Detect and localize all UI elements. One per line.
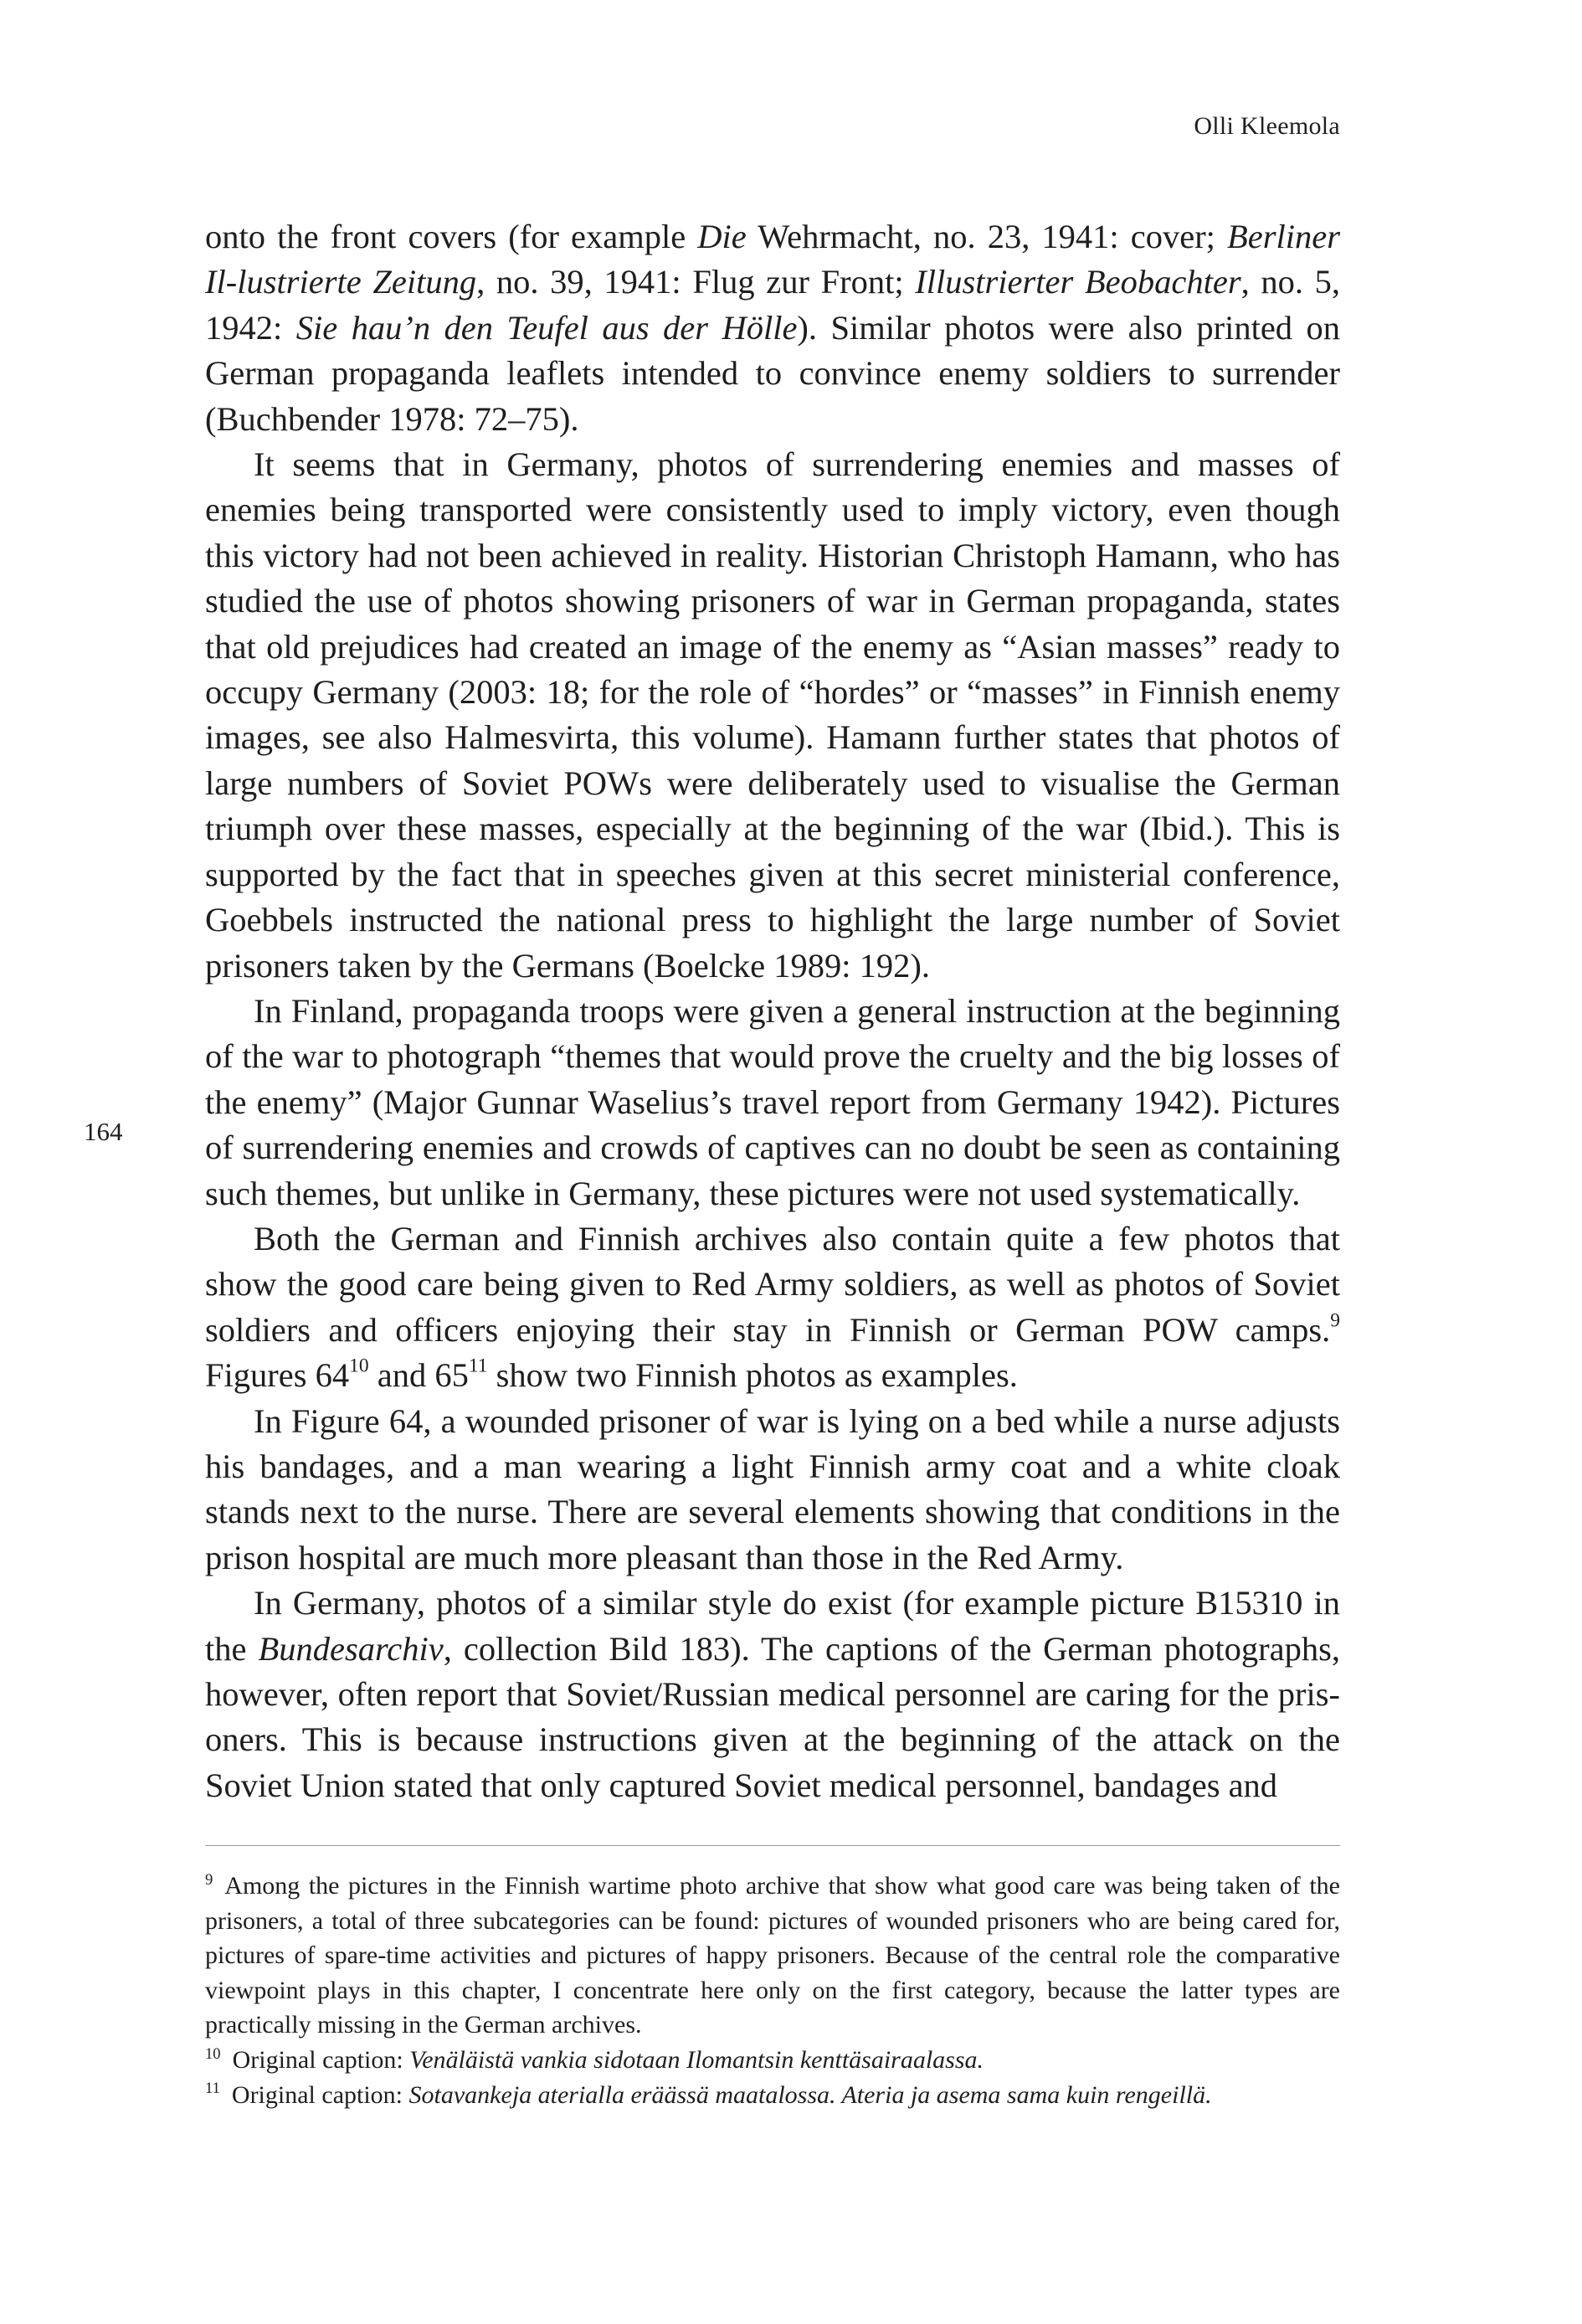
paragraph-5: In Figure 64, a wounded prisoner of war is lying on a bed while a nurse adjusts his bandages, and a man wearing a light Finnish army coat and a white cloak stands next to the nurse. There are several elements showing that conditions in the prison hospital are much more pleasant than those in the Red Army.: [205, 1401, 1340, 1576]
footnote-11: [205, 2078, 1340, 2113]
p6-text-a: In Germany, photos of a similar style do exist (for example picture B15310 in the: [205, 1584, 1340, 1668]
paragraph-1: [205, 214, 1340, 442]
p1-text-a: onto the front covers (for example: [205, 218, 698, 255]
footnote-10-number: 10: [205, 2044, 221, 2063]
p6-italic-bundesarchiv: Bundesarchiv: [258, 1629, 444, 1668]
running-head-author: Olli Kleemola: [1194, 112, 1340, 140]
p4-text-d: show two Finnish photos as examples.: [487, 1356, 1018, 1395]
p1-italic-die: Die: [697, 218, 747, 255]
footnote-divider: [205, 1845, 1340, 1846]
footnote-11-prefix: Original caption:: [231, 2080, 409, 2109]
p1-text-c: Wehrmacht, no. 23, 1941: cover;: [746, 218, 1228, 255]
paragraph-3: In Finland, propaganda troops were given a general instruction at the beginning of the war to photograph “themes that would prove the cruelty and the big losses of the enemy” (Major Gunnar Waselius’s travel report from Germany 1942). Pictures of surrendering enemies and crowds of captives can no doubt be seen as containing such themes, but unlike in Germany, these pictures were not used systematically.: [205, 991, 1340, 1212]
footnote-10-caption: Venäläistä vankia sidotaan Ilomantsin kenttäsairaalassa.: [409, 2045, 984, 2074]
p1-italic-teufel: Sie hau’n den Teufel aus der Hölle: [295, 308, 798, 347]
footnote-ref-9[interactable]: 9: [1330, 1309, 1340, 1332]
main-text: [205, 214, 1340, 1808]
p1-italic-beobachter: Illustrierter Beobachter: [915, 263, 1241, 301]
footnote-ref-11[interactable]: 11: [468, 1355, 488, 1377]
page-number: 164: [84, 1117, 123, 1146]
footnote-10-prefix: Original caption:: [232, 2045, 410, 2074]
footnote-11-number: 11: [205, 2080, 220, 2098]
footnote-9-text: Among the pictures in the Finnish wartime photo archive that show what good care was being taken of the prisoners, a total of three subcategories can be found: pictures of wounded prisoners who are being cared for, pictures of spare-time activities and pictures of happy prisoners. Because of the central role the comparative viewpoint plays in this chapter, I concentrate here only on the first category, because the latter types are practically missing in the German archives.: [205, 1872, 1340, 2039]
footnote-ref-10[interactable]: 10: [349, 1355, 369, 1377]
p1-text-e: , no. 39, 1941: Flug zur Front;: [476, 263, 916, 301]
footnote-10: [205, 2043, 1340, 2078]
paragraph-4: [205, 1216, 1340, 1399]
footnote-9-number: 9: [205, 1870, 213, 1889]
p4-text-a: Both the German and Finnish archives also contain quite a few photos that show the good care being given to Red Army soldiers, as well as photos of Soviet soldiers and officers enjoying their stay in Finnish or German POW camps.: [205, 1219, 1340, 1349]
footnotes: [205, 1869, 1340, 2112]
p1-text-i: ). Similar photos were also printed on German propaganda leaflets intended to convince enemy soldiers to surrender (Buchbender 1978: 72–75).: [205, 308, 1340, 438]
p1-italic-berliner: Berliner Il-lustrierte Zeitung: [205, 218, 1340, 301]
footnote-9: [205, 1869, 1340, 2043]
p4-text-b: Figures 64: [205, 1356, 350, 1395]
p4-text-c: and 65: [368, 1356, 469, 1395]
footnote-11-caption: Sotavankeja aterialla eräässä maatalossa. Ateria ja asema sama kuin rengeillä.: [408, 2080, 1212, 2109]
paragraph-2: It seems that in Germany, photos of surrendering enemies and masses of enemies being transported were consistently used to imply victory, even though this victory had not been achieved in reality. Historian Christoph Hamann, who has studied the use of photos showing prisoners of war in German propaganda, states that old prejudices had created an image of the enemy as “Asian masses” ready to occupy Germany (2003: 18; for the role of “hordes” or “masses” in Finnish enemy images, see also Halmesvirta, this volume). Hamann further states that photos of large numbers of Soviet POWs were deliberately used to visualise the German triumph over these masses, especially at the beginning of the war (Ibid.). This is supported by the fact that in speeches given at this secret ministerial conference, Goebbels instructed the national press to highlight the large number of Soviet prisoners taken by the Germans (Boelcke 1989: 192).: [205, 445, 1340, 985]
paragraph-6: [205, 1581, 1340, 1808]
p1-text-g: , no. 5, 1942:: [205, 263, 1341, 347]
p6-text-c: , collection Bild 183). The captions of the German photographs, however, often report that Soviet/Russian medical personnel are caring for the pris-oners. This is because instructions given at the beginning of the attack on the Soviet Union stated that only captured Soviet medical personnel, bandages and: [205, 1629, 1340, 1804]
